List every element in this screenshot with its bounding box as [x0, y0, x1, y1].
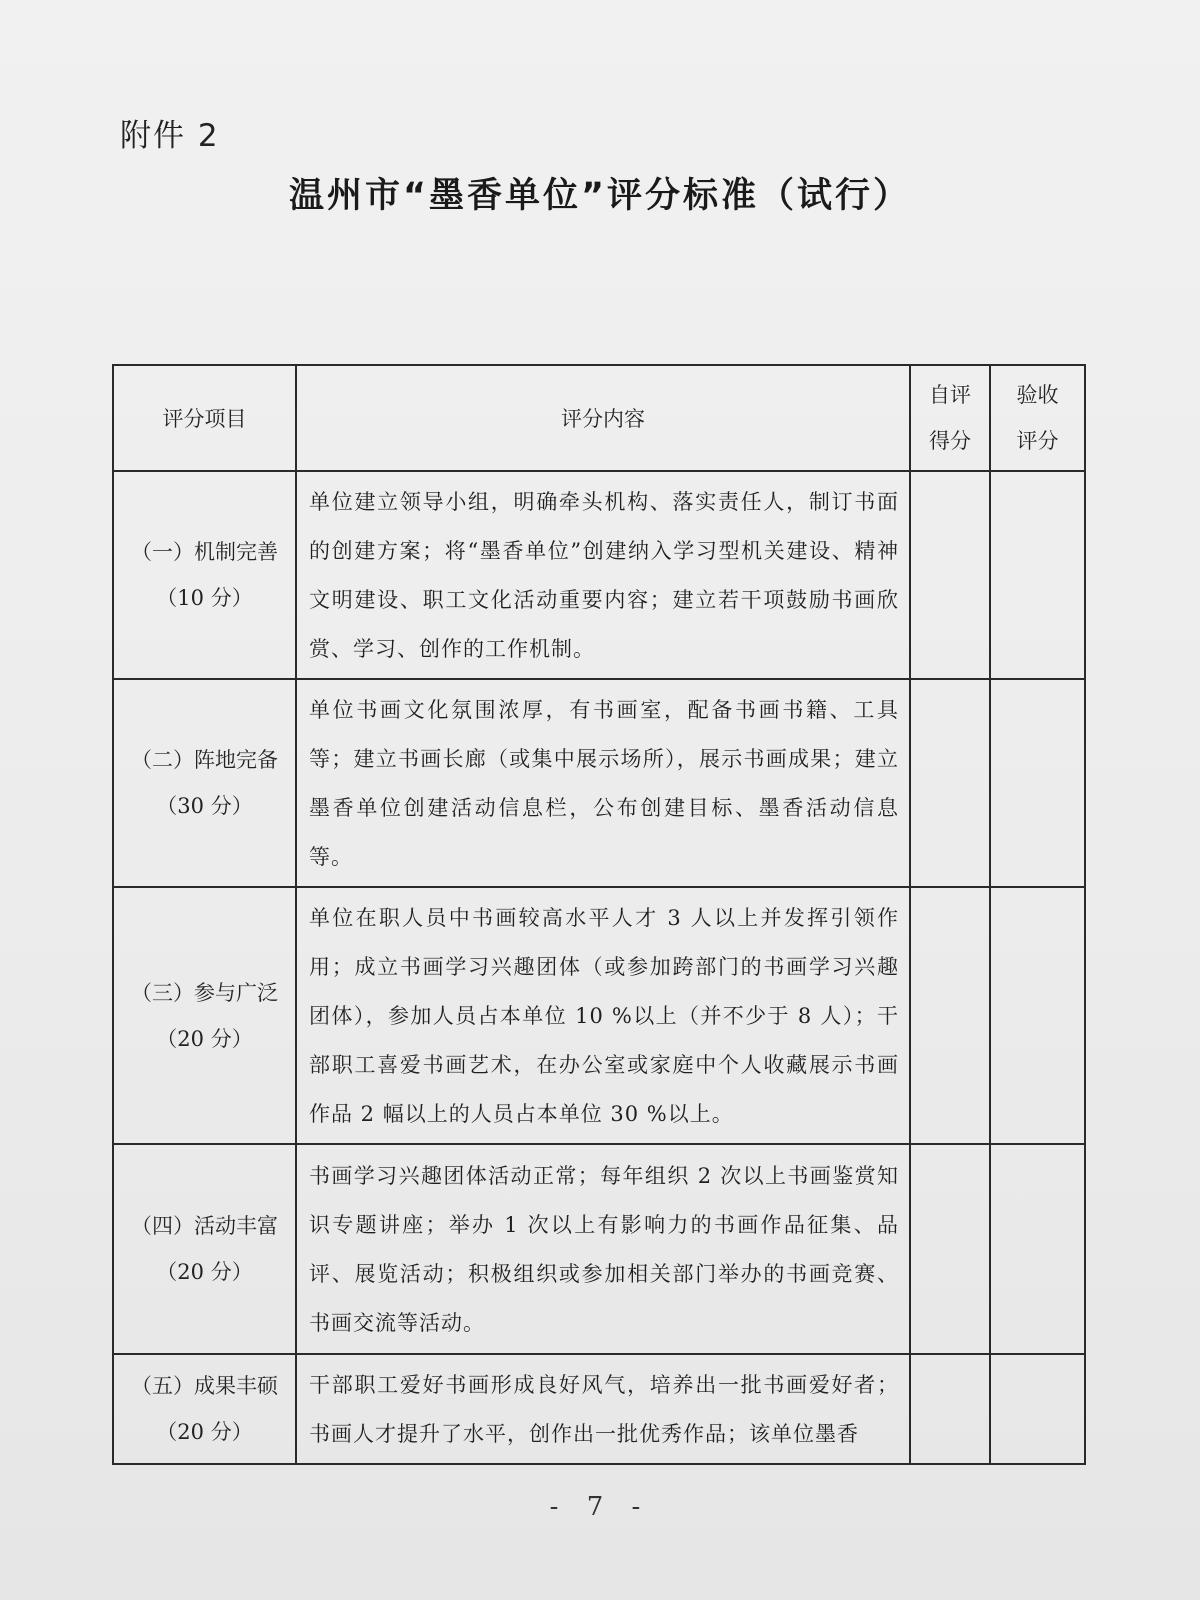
content-cell: 干部职工爱好书画形成良好风气，培养出一批书画爱好者；书画人才提升了水平，创作出一批优秀作品；该单位墨香	[296, 1354, 910, 1464]
item-cell	[113, 887, 296, 1144]
item-cell	[113, 679, 296, 887]
item-cell	[113, 1144, 296, 1354]
table-row	[113, 1144, 1085, 1354]
item-name: （四）活动丰富	[131, 1214, 278, 1238]
header-item: 评分项目	[113, 365, 296, 471]
content-cell: 单位在职人员中书画较高水平人才 3 人以上并发挥引领作用；成立书画学习兴趣团体（或参加跨部门的书画学习兴趣团体），参加人员占本单位 10 %以上（并不少于 8 人）；干部职工喜爱书画艺术，在办公室或家庭中个人收藏展示书画作品 2 幅以上的人员占本单位 30 %以上。	[296, 887, 910, 1144]
item-points: （10 分）	[156, 586, 253, 610]
document-title: 温州市“墨香单位”评分标准（试行）	[288, 176, 911, 216]
table-row	[113, 679, 1085, 887]
accept-score-cell	[990, 887, 1085, 1144]
header-content: 评分内容	[296, 365, 910, 471]
item-cell	[113, 1354, 296, 1464]
self-score-cell	[910, 887, 990, 1144]
content-cell: 书画学习兴趣团体活动正常；每年组织 2 次以上书画鉴赏知识专题讲座；举办 1 次以上有影响力的书画作品征集、品评、展览活动；积极组织或参加相关部门举办的书画竞赛、书画交流等活动。	[296, 1144, 910, 1354]
item-points: （20 分）	[156, 1260, 253, 1284]
self-score-cell	[910, 679, 990, 887]
content-cell: 单位建立领导小组，明确牵头机构、落实责任人，制订书面的创建方案；将“墨香单位”创建纳入学习型机关建设、精神文明建设、职工文化活动重要内容；建立若干项鼓励书画欣赏、学习、创作的工作机制。	[296, 471, 910, 679]
self-score-cell	[910, 471, 990, 679]
content-cell: 单位书画文化氛围浓厚，有书画室，配备书画书籍、工具等；建立书画长廊（或集中展示场所），展示书画成果；建立墨香单位创建活动信息栏，公布创建目标、墨香活动信息等。	[296, 679, 910, 887]
item-name: （二）阵地完备	[131, 748, 278, 772]
attachment-label: 附件 2	[120, 118, 220, 154]
header-self-score-line1: 自评	[929, 383, 971, 407]
item-name: （一）机制完善	[131, 540, 278, 564]
table-row	[113, 887, 1085, 1144]
accept-score-cell	[990, 471, 1085, 679]
self-score-cell	[910, 1144, 990, 1354]
table-header-row	[113, 365, 1085, 471]
header-accept-score	[990, 365, 1085, 471]
scoring-table	[112, 364, 1086, 1465]
header-self-score-line2: 得分	[929, 429, 971, 453]
table-row	[113, 471, 1085, 679]
header-accept-score-line1: 验收	[1016, 383, 1059, 407]
self-score-cell	[910, 1354, 990, 1464]
page-number: - 7 -	[549, 1492, 651, 1522]
item-name: （三）参与广泛	[131, 980, 278, 1005]
table-row	[113, 1354, 1085, 1464]
item-name: （五）成果丰硕	[131, 1374, 278, 1398]
item-cell	[113, 471, 296, 679]
item-points: （30 分）	[156, 794, 253, 818]
item-points: （20 分）	[156, 1420, 253, 1444]
header-self-score	[910, 365, 990, 471]
accept-score-cell	[990, 679, 1085, 887]
accept-score-cell	[990, 1354, 1085, 1464]
accept-score-cell	[990, 1144, 1085, 1354]
item-points: （20 分）	[156, 1026, 253, 1051]
header-accept-score-line2: 评分	[1016, 429, 1059, 453]
